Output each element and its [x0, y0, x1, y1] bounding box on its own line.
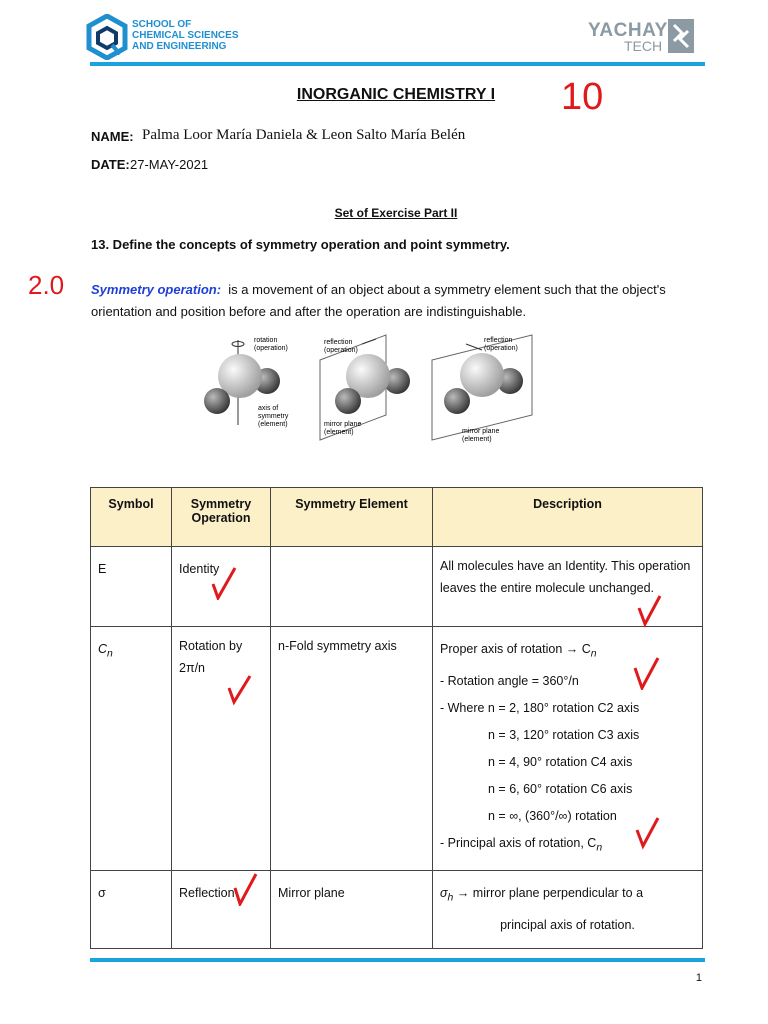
operation-line: 2π/n	[179, 661, 206, 675]
name-label: NAME:	[91, 129, 134, 144]
fig-label: mirror plane	[462, 428, 500, 435]
yachay-logo-icon	[668, 19, 694, 53]
page-number: 1	[695, 972, 702, 984]
atom-small	[444, 388, 470, 414]
table-header-row	[91, 488, 703, 547]
brand-top: YACHAY	[588, 20, 668, 41]
section-title: Set of Exercise Part II	[334, 206, 458, 220]
fig-label: reflection	[484, 337, 513, 344]
cell-element: Mirror plane	[271, 871, 433, 949]
cell-symbol: σ	[91, 871, 172, 949]
desc-line: n = 3, 120° rotation C3 axis	[488, 727, 640, 742]
cell-operation	[172, 627, 271, 871]
operation-line: Rotation by	[179, 639, 243, 653]
question-text: 13. Define the concepts of symmetry operation and point symmetry.	[91, 237, 510, 252]
check-mark-icon	[232, 872, 260, 906]
desc-line: - Where n = 2, 180° rotation C2 axis	[440, 700, 640, 715]
cell-description	[433, 627, 703, 871]
table-row	[91, 627, 703, 871]
desc-line: n = 6, 60° rotation C6 axis	[488, 781, 633, 796]
cell-description: All molecules have an Identity. This operation leaves the entire molecule unchanged.	[433, 547, 703, 627]
header-rule	[90, 62, 705, 66]
cell-description	[433, 871, 703, 949]
school-logo	[86, 14, 128, 60]
cell-symbol	[91, 627, 172, 871]
symbol-sub: n	[107, 648, 113, 660]
fig-label: rotation	[254, 337, 278, 344]
desc-line: principal axis of rotation.	[500, 917, 635, 932]
desc-line: $\sigma_h$ → mirror plane perpendicular to a	[440, 886, 644, 904]
grade-mark: 10	[561, 76, 604, 118]
reflection-arrow-icon	[362, 339, 376, 344]
col-header: Description	[433, 488, 703, 547]
desc-line: n = ∞, (360°/∞) rotation	[488, 808, 617, 823]
school-name: SCHOOL OF CHEMICAL SCIENCES AND ENGINEERING	[132, 19, 239, 52]
col-header: Symbol	[91, 488, 172, 547]
fig-label: axis of	[258, 405, 279, 412]
check-mark-icon	[632, 656, 660, 690]
check-mark-icon	[226, 672, 254, 706]
table-row	[91, 871, 703, 949]
fig-label: (operation)	[484, 345, 518, 352]
brand-bottom: TECH	[624, 38, 663, 54]
definition-term: Symmetry operation:	[91, 282, 222, 297]
name-value: Palma Loor María Daniela & Leon Salto María Belén	[142, 127, 466, 143]
date-label: DATE:	[91, 157, 130, 172]
fig-label: (element)	[258, 421, 288, 428]
cell-operation: Identity	[172, 547, 271, 627]
atom-small	[204, 388, 230, 414]
desc-line: n = 4, 90° rotation C4 axis	[488, 754, 633, 769]
date-value: 27-MAY-2021	[130, 157, 209, 172]
fig-label: (element)	[462, 436, 492, 443]
definition-paragraph	[91, 279, 711, 323]
score-mark: 2.0	[28, 270, 65, 300]
desc-line: - Rotation angle = 360°/n	[440, 673, 579, 688]
cell-element: n-Fold symmetry axis	[271, 627, 433, 871]
definition-text: is a movement of an object about a symmetry element such that the object's orientation and position before and after the operation are indistinguishable.	[91, 282, 666, 319]
fig-label: mirror plane	[324, 421, 362, 428]
atom-large	[460, 353, 504, 397]
check-mark-icon	[210, 566, 238, 600]
desc-line: - Principal axis of rotation, $C_n$	[440, 835, 603, 853]
atom-small	[335, 388, 361, 414]
col-header: Symmetry Element	[271, 488, 433, 547]
symmetry-table	[90, 487, 703, 949]
col-header: Symmetry Operation	[172, 488, 271, 547]
fig-label: reflection	[324, 339, 353, 346]
fig-label: (operation)	[324, 347, 358, 354]
check-mark-icon	[636, 594, 664, 628]
cell-element	[271, 547, 433, 627]
symbol-text: C	[98, 642, 108, 656]
symmetry-figure	[200, 330, 540, 445]
footer-rule	[90, 958, 705, 962]
cell-symbol: E	[91, 547, 172, 627]
fig-label: (element)	[324, 429, 354, 436]
fig-label: symmetry	[258, 413, 289, 420]
desc-line: Proper axis of rotation → $C_n$	[440, 642, 597, 660]
page-title: INORGANIC CHEMISTRY I	[296, 86, 496, 103]
fig-label: (operation)	[254, 345, 288, 352]
cell-operation: Reflection	[172, 871, 271, 949]
check-mark-icon	[634, 816, 662, 850]
table-row	[91, 547, 703, 627]
